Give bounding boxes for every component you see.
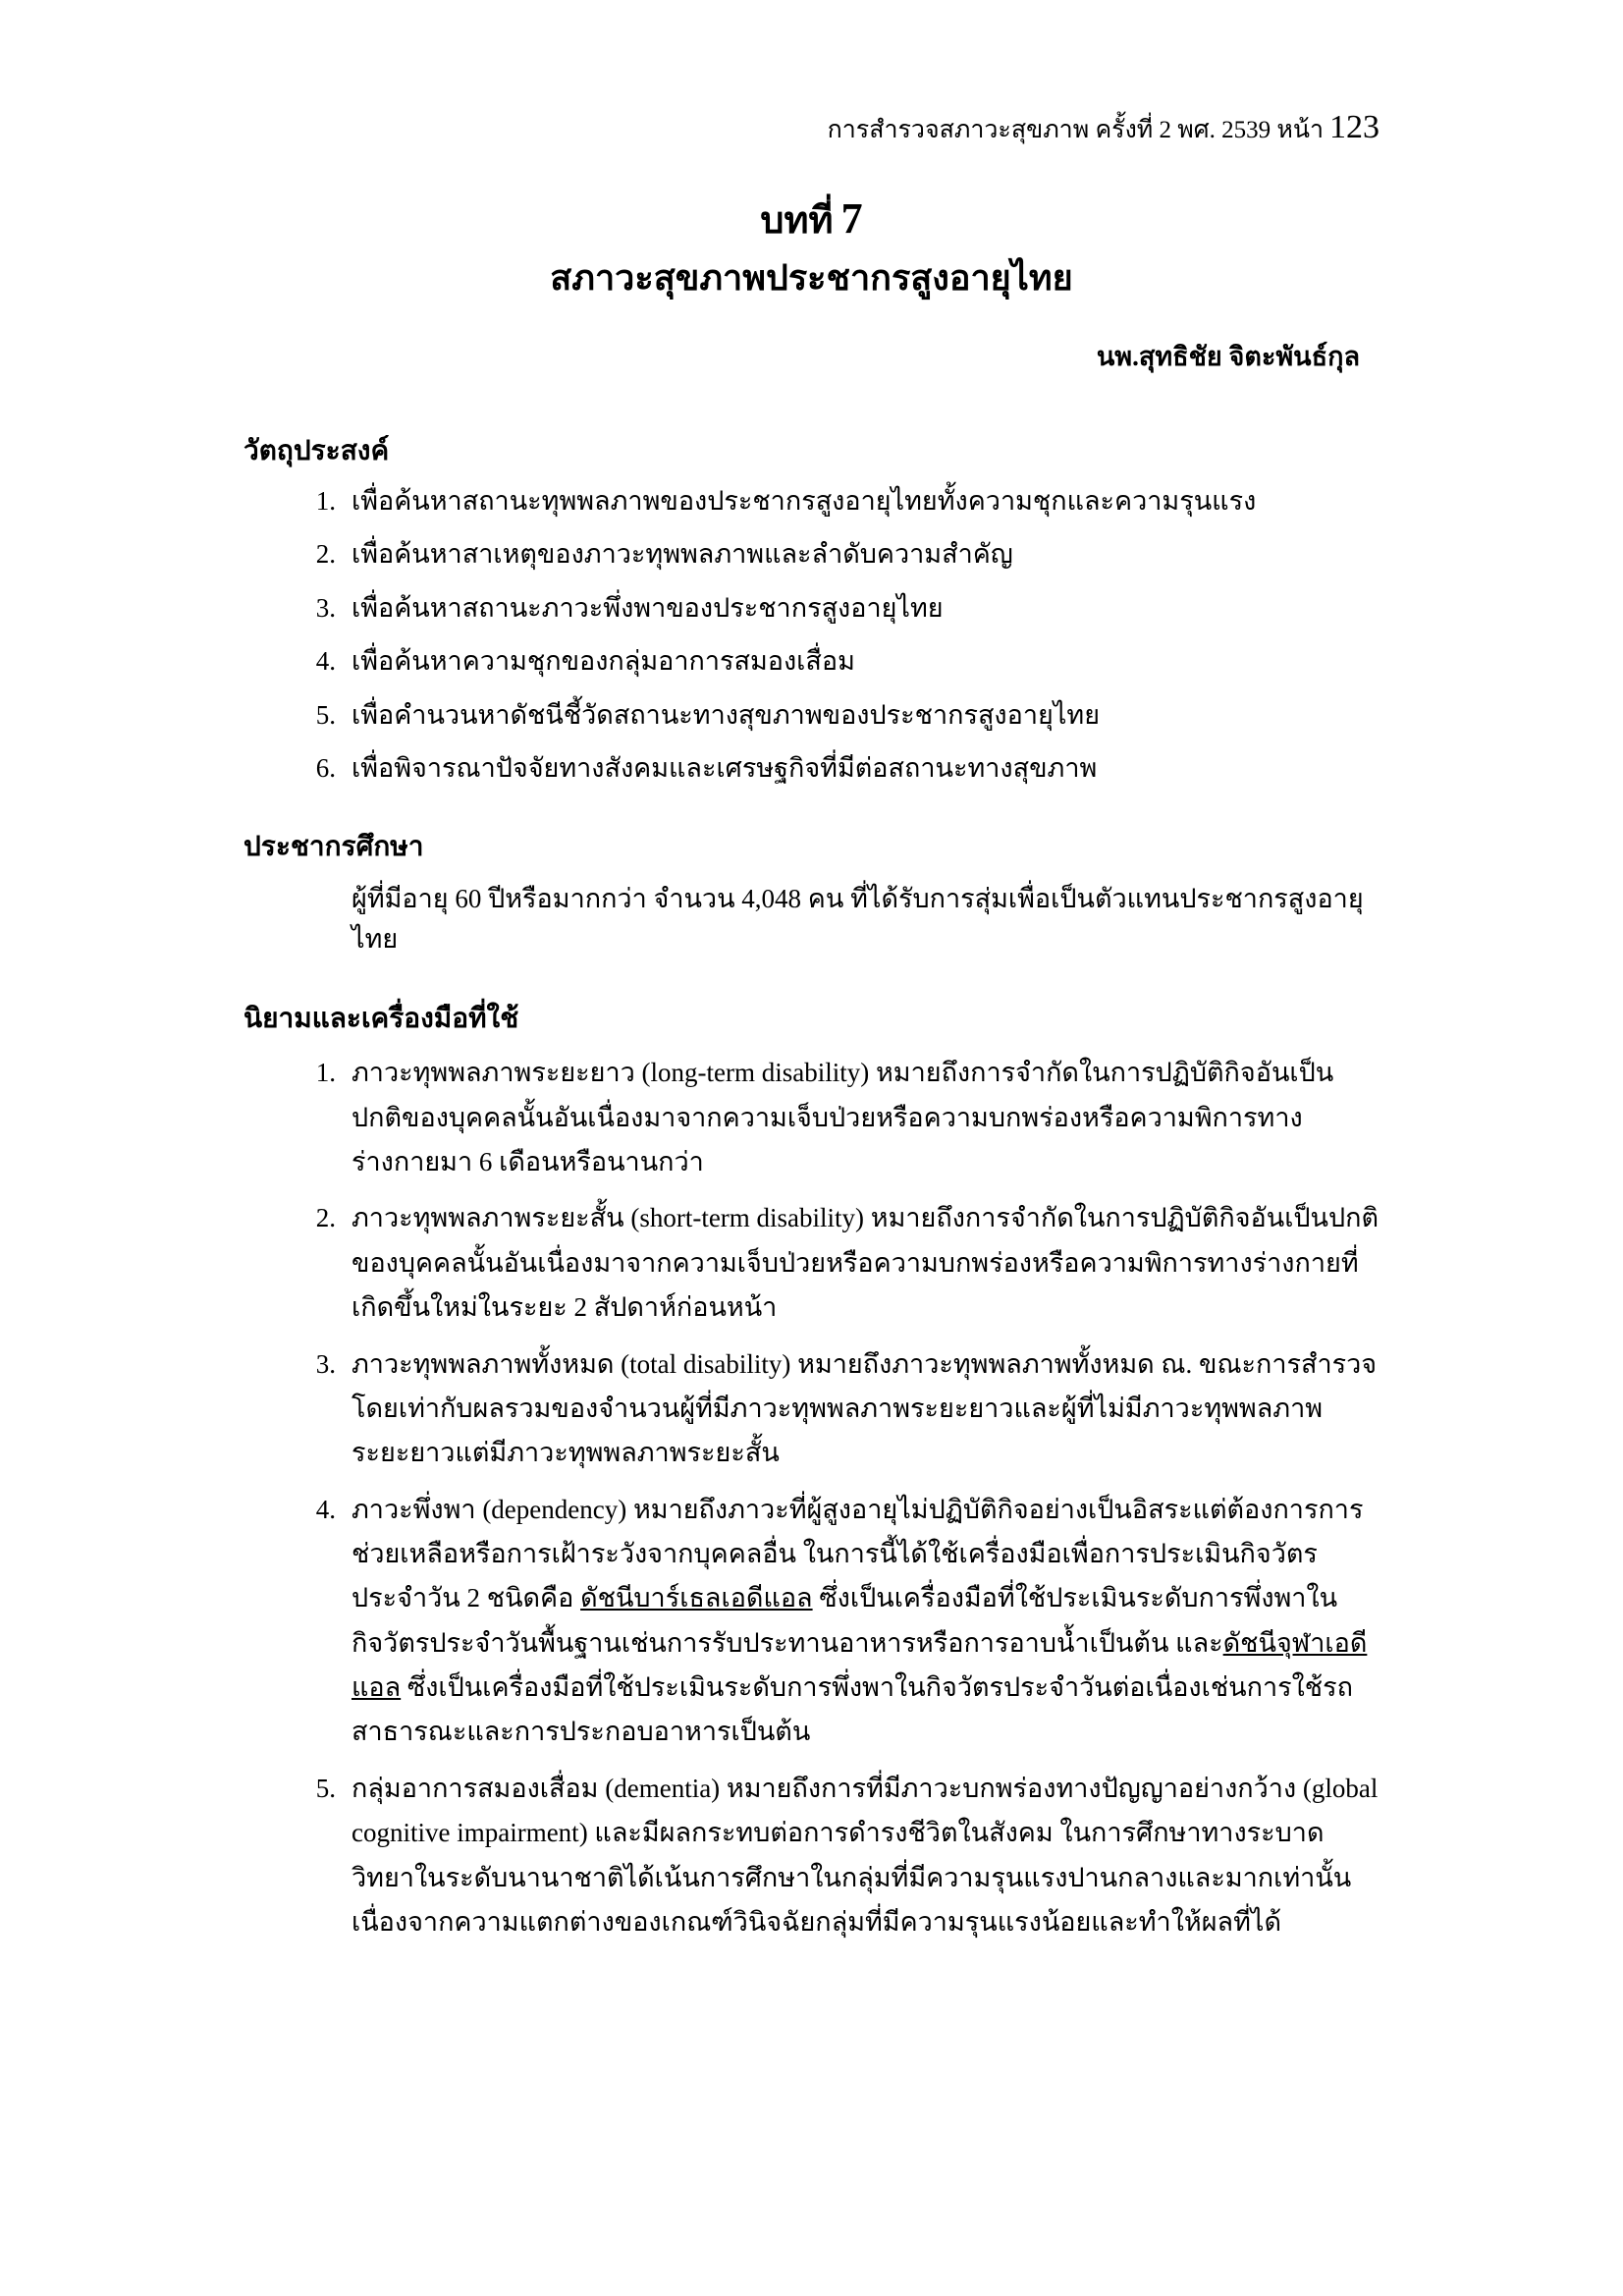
- list-item-text: เพื่อคำนวนหาดัชนีชี้วัดสถานะทางสุขภาพของประชากรสูงอายุไทย: [352, 699, 1101, 730]
- list-item-text-segmented: [352, 1488, 1380, 1755]
- list-marker: 5.: [315, 699, 336, 730]
- population-section: [243, 830, 1380, 958]
- list-item: [243, 483, 1380, 519]
- list-item: [243, 1342, 1380, 1476]
- list-item: [243, 1767, 1380, 1944]
- list-marker: 1.: [315, 485, 336, 516]
- running-head-text: การสำรวจสภาวะสุขภาพ ครั้งที่ 2 พศ. 2539 หน้า: [827, 117, 1324, 143]
- list-marker: 3.: [315, 592, 336, 623]
- chapter-label: บทที่: [760, 199, 834, 242]
- list-marker: 5.: [315, 1773, 336, 1803]
- objectives-heading: วัตถุประสงค์: [243, 435, 390, 466]
- page-number: 123: [1329, 109, 1380, 145]
- text-run: ซึ่งเป็นเครื่องมือที่ใช้ประเมินระดับการพึ่งพาในกิจวัตรประจำวันต่อเนื่องเช่นการใช้รถสาธารณะและการประกอบอาหารเป็นต้น: [352, 1672, 1353, 1747]
- text-run: ภาวะพึ่งพา (dependency) หมายถึงภาวะที่ผู้สูงอายุไม่ปฏิบัติกิจอย่างเป็นอิสระแต่ต้องการการช่วยเหลือหรือการเฝ้าระวังจากบุคคลอื่น ในการนี้ได้ใช้เครื่องมือเพื่อการประเมินกิจวัตรประจำวัน 2 ชนิดคือ: [352, 1494, 1364, 1613]
- list-marker: 6.: [315, 753, 336, 784]
- list-item-text: เพื่อค้นหาสาเหตุของภาวะทุพพลภาพและลำดับความสำคัญ: [352, 539, 1013, 570]
- page-title: สภาวะสุขภาพประชากรสูงอายุไทย: [550, 257, 1073, 298]
- population-heading: ประชากรศึกษา: [243, 831, 424, 862]
- list-item: [243, 590, 1380, 626]
- list-marker: 3.: [315, 1348, 336, 1379]
- list-item: [243, 536, 1380, 572]
- list-item-text: เพื่อค้นหาความชุกของกลุ่มอาการสมองเสื่อม: [352, 646, 855, 677]
- list-marker: 4.: [315, 646, 336, 677]
- text-run: ซึ่งเป็นเครื่องมือที่ใช้ประเมินระดับการพึ่งพาในกิจวัตรประจำวันพื้นฐานเช่นการรับประทานอาหารหรือการอาบน้ำเป็นต้น และ: [352, 1583, 1338, 1658]
- list-item: [243, 1488, 1380, 1755]
- definitions-heading: นิยามและเครื่องมือที่ใช้: [243, 1004, 519, 1034]
- running-head: [243, 108, 1380, 148]
- list-item: [243, 1051, 1380, 1184]
- chapter-number: 7: [840, 193, 863, 243]
- underlined-term: ดัชนีบาร์เธลเอดีแอล: [580, 1583, 813, 1613]
- underlined-term: ดัชนีจุฬาเอดีแอล: [352, 1627, 1368, 1703]
- list-item: [243, 1196, 1380, 1330]
- objectives-section: [243, 434, 1380, 787]
- list-item: [243, 750, 1380, 786]
- definitions-list: [243, 1051, 1380, 1944]
- list-marker: 1.: [315, 1058, 336, 1088]
- objectives-list: [243, 483, 1380, 787]
- population-paragraph: ผู้ที่มีอายุ 60 ปีหรือมากกว่า จำนวน 4,048 คน ที่ได้รับการสุ่มเพื่อเป็นตัวแทนประชากรสูงอายุไทย: [352, 884, 1364, 954]
- list-item: [243, 643, 1380, 679]
- author-name: นพ.สุทธิชัย จิตะพันธ์กุล: [1096, 341, 1360, 371]
- list-item-text: ภาวะทุพพลภาพระยะยาว (long-term disability) หมายถึงการจำกัดในการปฏิบัติกิจอันเป็นปกติของบุคคลนั้นอันเนื่องมาจากความเจ็บป่วยหรือความบกพร่องหรือความพิการทางร่างกายมา 6 เดือนหรือนานกว่า: [352, 1058, 1334, 1177]
- list-item-text: เพื่อค้นหาสถานะทุพพลภาพของประชากรสูงอายุไทยทั้งความชุกและความรุนแรง: [352, 485, 1257, 516]
- list-marker: 2.: [315, 1203, 336, 1233]
- list-item-text: ภาวะทุพพลภาพระยะสั้น (short-term disability) หมายถึงการจำกัดในการปฏิบัติกิจอันเป็นปกติของบุคคลนั้นอันเนื่องมาจากความเจ็บป่วยหรือความบกพร่องหรือความพิการทางร่างกายที่เกิดขึ้นใหม่ในระยะ 2 สัปดาห์ก่อนหน้า: [352, 1203, 1380, 1323]
- chapter-heading: [243, 191, 1380, 246]
- list-item: [243, 697, 1380, 733]
- definitions-section: [243, 1002, 1380, 1944]
- list-item-text: เพื่อพิจารณาปัจจัยทางสังคมและเศรษฐกิจที่มีต่อสถานะทางสุขภาพ: [352, 753, 1098, 784]
- list-marker: 4.: [315, 1494, 336, 1524]
- list-item-text: เพื่อค้นหาสถานะภาวะพึ่งพาของประชากรสูงอายุไทย: [352, 592, 944, 623]
- list-item-text: กลุ่มอาการสมองเสื่อม (dementia) หมายถึงการที่มีภาวะบกพร่องทางปัญญาอย่างกว้าง (global cognitive impairment) และมีผลกระทบต่อการดำรงชีวิตในสังคม ในการศึกษาทางระบาดวิทยาในระดับนานาชาติได้เน้นการศึกษาในกลุ่มที่มีความรุนแรงปานกลางและมากเท่านั้นเนื่องจากความแตกต่างของเกณฑ์วินิจฉัยกลุ่มที่มีความรุนแรงน้อยและทำให้ผลที่ได้: [352, 1773, 1379, 1937]
- list-marker: 2.: [315, 539, 336, 570]
- list-item-text: ภาวะทุพพลภาพทั้งหมด (total disability) หมายถึงภาวะทุพพลภาพทั้งหมด ณ. ขณะการสำรวจโดยเท่ากับผลรวมของจำนวนผู้ที่มีภาวะทุพพลภาพระยะยาวและผู้ที่ไม่มีภาวะทุพพลภาพระยะยาวแต่มีภาวะทุพพลภาพระยะสั้น: [352, 1348, 1378, 1468]
